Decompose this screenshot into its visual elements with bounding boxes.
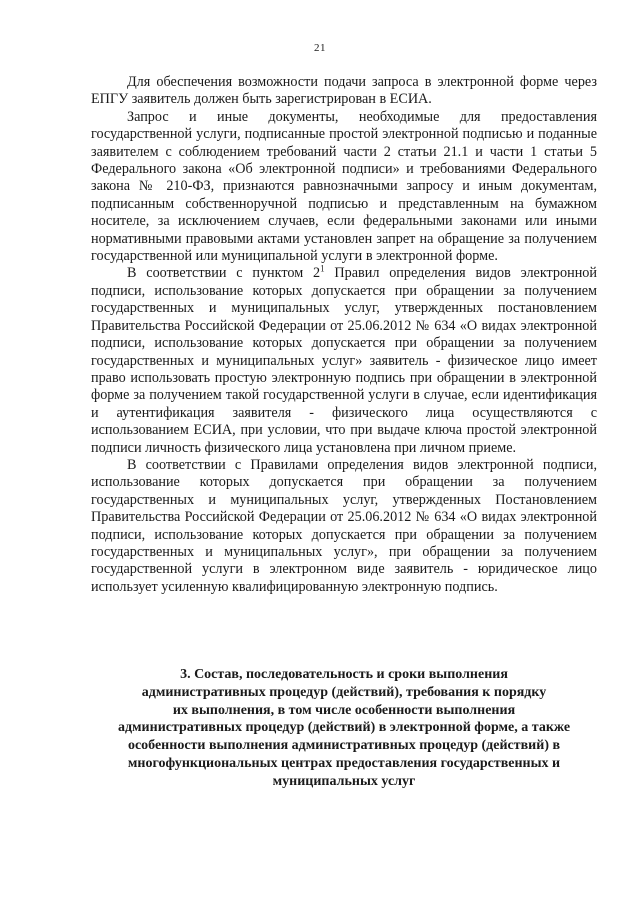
paragraph-text-part: Правил определения видов электронной подписи, использование которых допускается при обращении за получением государственных и муниципальных услуг, утвержденных постановлением Правительства Российской Федерации от 25.06.2012 № 634 «О видах электронной подписи, использование которых допускается при обращении за получением государственных и муниципальных услуг» заявитель - физическое лицо имеет право использовать простую электронную подпись при обращении в электронной форме за получением такой государственной услуги в случае, если идентификация и аутентификация заявителя - физического лица осуществляются с использованием ЕСИА, при условии, что при выдаче ключа простой электронной подписи личность физического лица установлена при личном приеме. xyxy=(91,265,597,456)
paragraph-electronic-signature-equivalence: Запрос и иные документы, необходимые для предоставления государственной услуги, подписанные простой электронной подписью и поданные заявителем с соблюдением требований части 2 статьи 21.1 и части 1 статьи 5 Федерального закона «Об электронной подписи» и требованиями Федерального закона № 210-ФЗ, признаются равнозначными запросу и иным документам, подписанным собственноручной подписью и представленным на бумажном носителе, за исключением случаев, если федеральными законами или иными нормативными правовыми актами установлен запрет на обращение за получением государственной или муниципальной услуги в электронной форме. xyxy=(91,108,597,265)
document-body xyxy=(91,74,597,596)
section-heading-line: особенности выполнения административных процедур (действий) в xyxy=(127,738,561,754)
paragraph-simple-signature-individual xyxy=(91,265,597,456)
superscript-number: 1 xyxy=(320,263,325,274)
paragraph-qualified-signature-legal-entity: В соответствии с Правилами определения видов электронной подписи, использование которых допускается при обращении за получением государственных и муниципальных услуг, утвержденных Постановлением Правительства Российской Федерации от 25.06.2012 № 634 «О видах электронной подписи, использование которых допускается при обращении за получением государственных и муниципальных услуг», при обращении за получением государственной услуги в электронном виде заявитель - юридическое лицо использует усиленную квалифицированную электронную подпись. xyxy=(91,456,597,595)
section-heading xyxy=(91,666,597,791)
section-heading-line: административных процедур (действий) в электронной форме, а также xyxy=(117,720,571,736)
section-heading-line: их выполнения, в том числе особенности выполнения xyxy=(172,702,516,718)
section-heading-line: 3. Состав, последовательность и сроки выполнения xyxy=(180,667,508,682)
section-heading-line: административных процедур (действий), требования к порядку xyxy=(141,684,547,700)
paragraph-esia-registration: Для обеспечения возможности подачи запроса в электронной форме через ЕПГУ заявитель должен быть зарегистрирован в ЕСИА. xyxy=(91,74,597,108)
paragraph-text-part: В соответствии с пунктом 2 xyxy=(127,265,321,282)
section-heading-line: многофункциональных центрах предоставления государственных и xyxy=(127,755,561,771)
page-number: 21 xyxy=(314,42,326,54)
section-heading-line: муниципальных услуг xyxy=(272,773,416,789)
